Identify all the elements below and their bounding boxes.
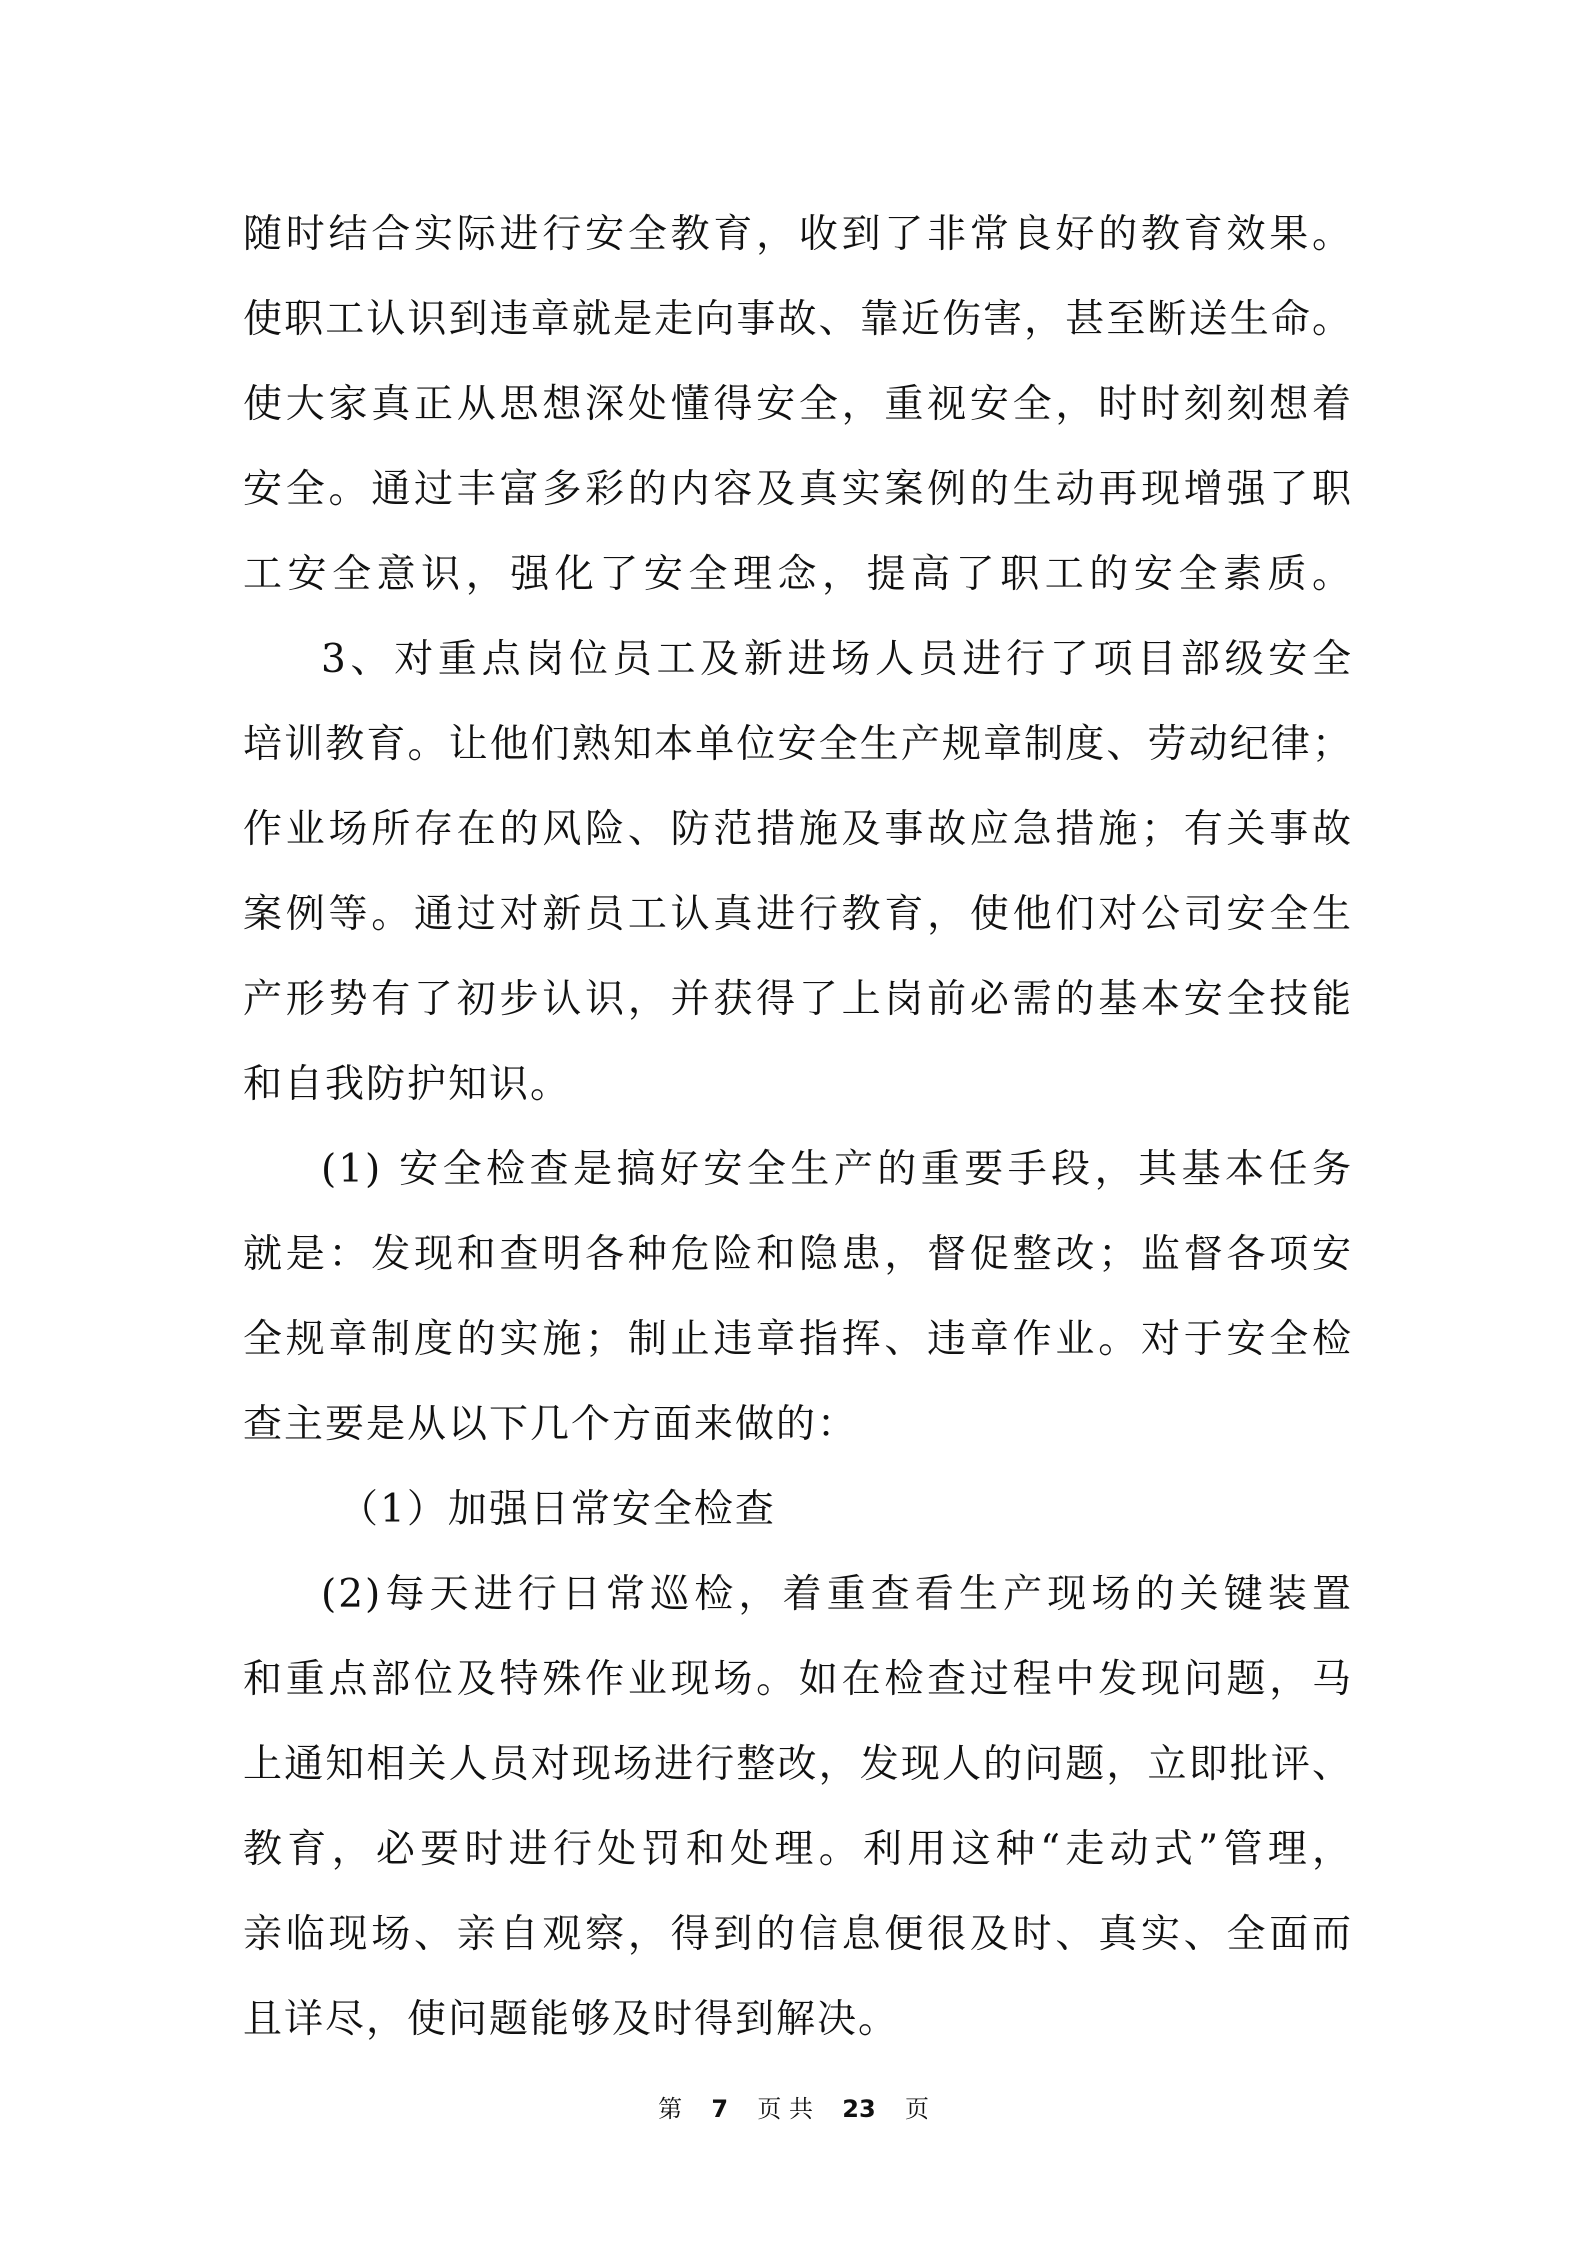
footer-suffix: 页 <box>904 2095 929 2123</box>
text-line: 和自我防护知识。 <box>243 1062 572 1107</box>
text-line: 全规章制度的实施；制止违章指挥、违章作业。对于安全检 <box>243 1317 1353 1362</box>
text-line: 查主要是从以下几个方面来做的： <box>243 1402 859 1447</box>
text-line: 作业场所存在的风险、防范措施及事故应急措施；有关事故 <box>243 807 1353 852</box>
page-footer <box>0 2094 1587 2124</box>
current-page-number: 7 <box>711 2095 729 2123</box>
text-line: 随时结合实际进行安全教育，收到了非常良好的教育效果。 <box>243 212 1353 257</box>
paragraph-start-line: (1) 安全检查是搞好安全生产的重要手段，其基本任务 <box>321 1147 1353 1192</box>
text-line: 工安全意识，强化了安全理念，提高了职工的安全素质。 <box>243 552 1353 597</box>
text-line: 上通知相关人员对现场进行整改，发现人的问题，立即批评、 <box>243 1742 1353 1787</box>
text-line: 教育，必要时进行处罚和处理。利用这种“走动式”管理， <box>243 1827 1353 1872</box>
text-line: 安全。通过丰富多彩的内容及真实案例的生动再现增强了职 <box>243 467 1353 512</box>
footer-middle: 页 共 <box>757 2095 813 2123</box>
text-line: 产形势有了初步认识，并获得了上岗前必需的基本安全技能 <box>243 977 1353 1022</box>
text-line: 使职工认识到违章就是走向事故、靠近伤害，甚至断送生命。 <box>243 297 1353 342</box>
text-line: 且详尽，使问题能够及时得到解决。 <box>243 1997 900 2042</box>
text-line: 培训教育。让他们熟知本单位安全生产规章制度、劳动纪律； <box>243 722 1353 767</box>
total-pages-number: 23 <box>842 2095 876 2123</box>
text-line: 和重点部位及特殊作业现场。如在检查过程中发现问题，马 <box>243 1657 1353 1702</box>
footer-prefix: 第 <box>658 2095 683 2123</box>
paragraph-start-line: 3、对重点岗位员工及新进场人员进行了项目部级安全 <box>321 637 1353 682</box>
subheading-line: （1）加强日常安全检查 <box>339 1487 776 1532</box>
text-line: 使大家真正从思想深处懂得安全，重视安全，时时刻刻想着 <box>243 382 1353 427</box>
paragraph-start-line: (2)每天进行日常巡检，着重查看生产现场的关键装置 <box>321 1572 1353 1617</box>
text-line: 亲临现场、亲自观察，得到的信息便很及时、真实、全面而 <box>243 1912 1353 1957</box>
document-body <box>243 192 1353 2062</box>
text-line: 就是：发现和查明各种危险和隐患，督促整改；监督各项安 <box>243 1232 1353 1277</box>
text-line: 案例等。通过对新员工认真进行教育，使他们对公司安全生 <box>243 892 1353 937</box>
